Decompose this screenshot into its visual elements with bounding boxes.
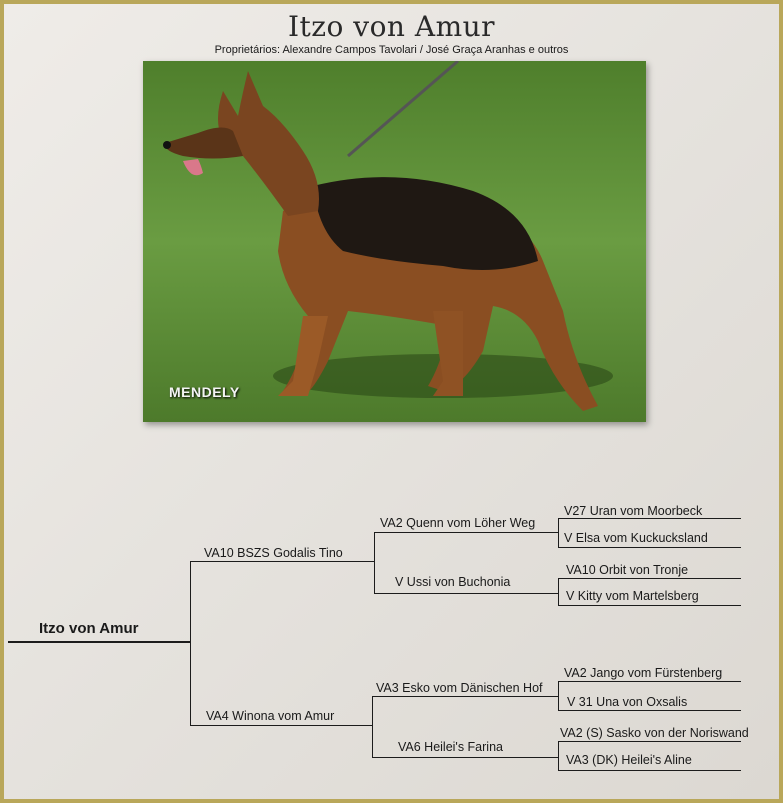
- ggp-name: V Elsa vom Kuckucksland: [564, 531, 708, 545]
- sire-sire-name: VA2 Quenn vom Löher Weg: [380, 516, 536, 530]
- sire-name: VA10 BSZS Godalis Tino: [204, 546, 343, 560]
- ggp-name: VA2 (S) Sasko von der Noriswand: [560, 726, 749, 740]
- ggp-name: V Kitty vom Martelsberg: [566, 589, 699, 603]
- page-title: Itzo von Amur: [287, 10, 496, 43]
- dog-name: Itzo von Amur: [39, 620, 139, 637]
- dam-name: VA4 Winona vom Amur: [206, 709, 335, 723]
- ggp-name: V27 Uran vom Moorbeck: [564, 504, 703, 518]
- ggp-name: VA10 Orbit von Tronje: [566, 563, 689, 577]
- photo-watermark: MENDELY: [169, 384, 240, 400]
- owners-line: Proprietários: Alexandre Campos Tavolari / José Graça Aranhas e outros: [214, 44, 569, 56]
- dam-sire-name: VA3 Esko vom Dänischen Hof: [376, 681, 543, 695]
- dam-dam-name: VA6 Heilei's Farina: [398, 740, 503, 754]
- ggp-name: VA3 (DK) Heilei's Aline: [566, 753, 692, 767]
- ggp-name: V 31 Una von Oxsalis: [567, 695, 688, 709]
- ggp-name: VA2 Jango vom Fürstenberg: [564, 666, 723, 680]
- sire-dam-name: V Ussi von Buchonia: [395, 575, 511, 589]
- dog-photo: [143, 61, 646, 422]
